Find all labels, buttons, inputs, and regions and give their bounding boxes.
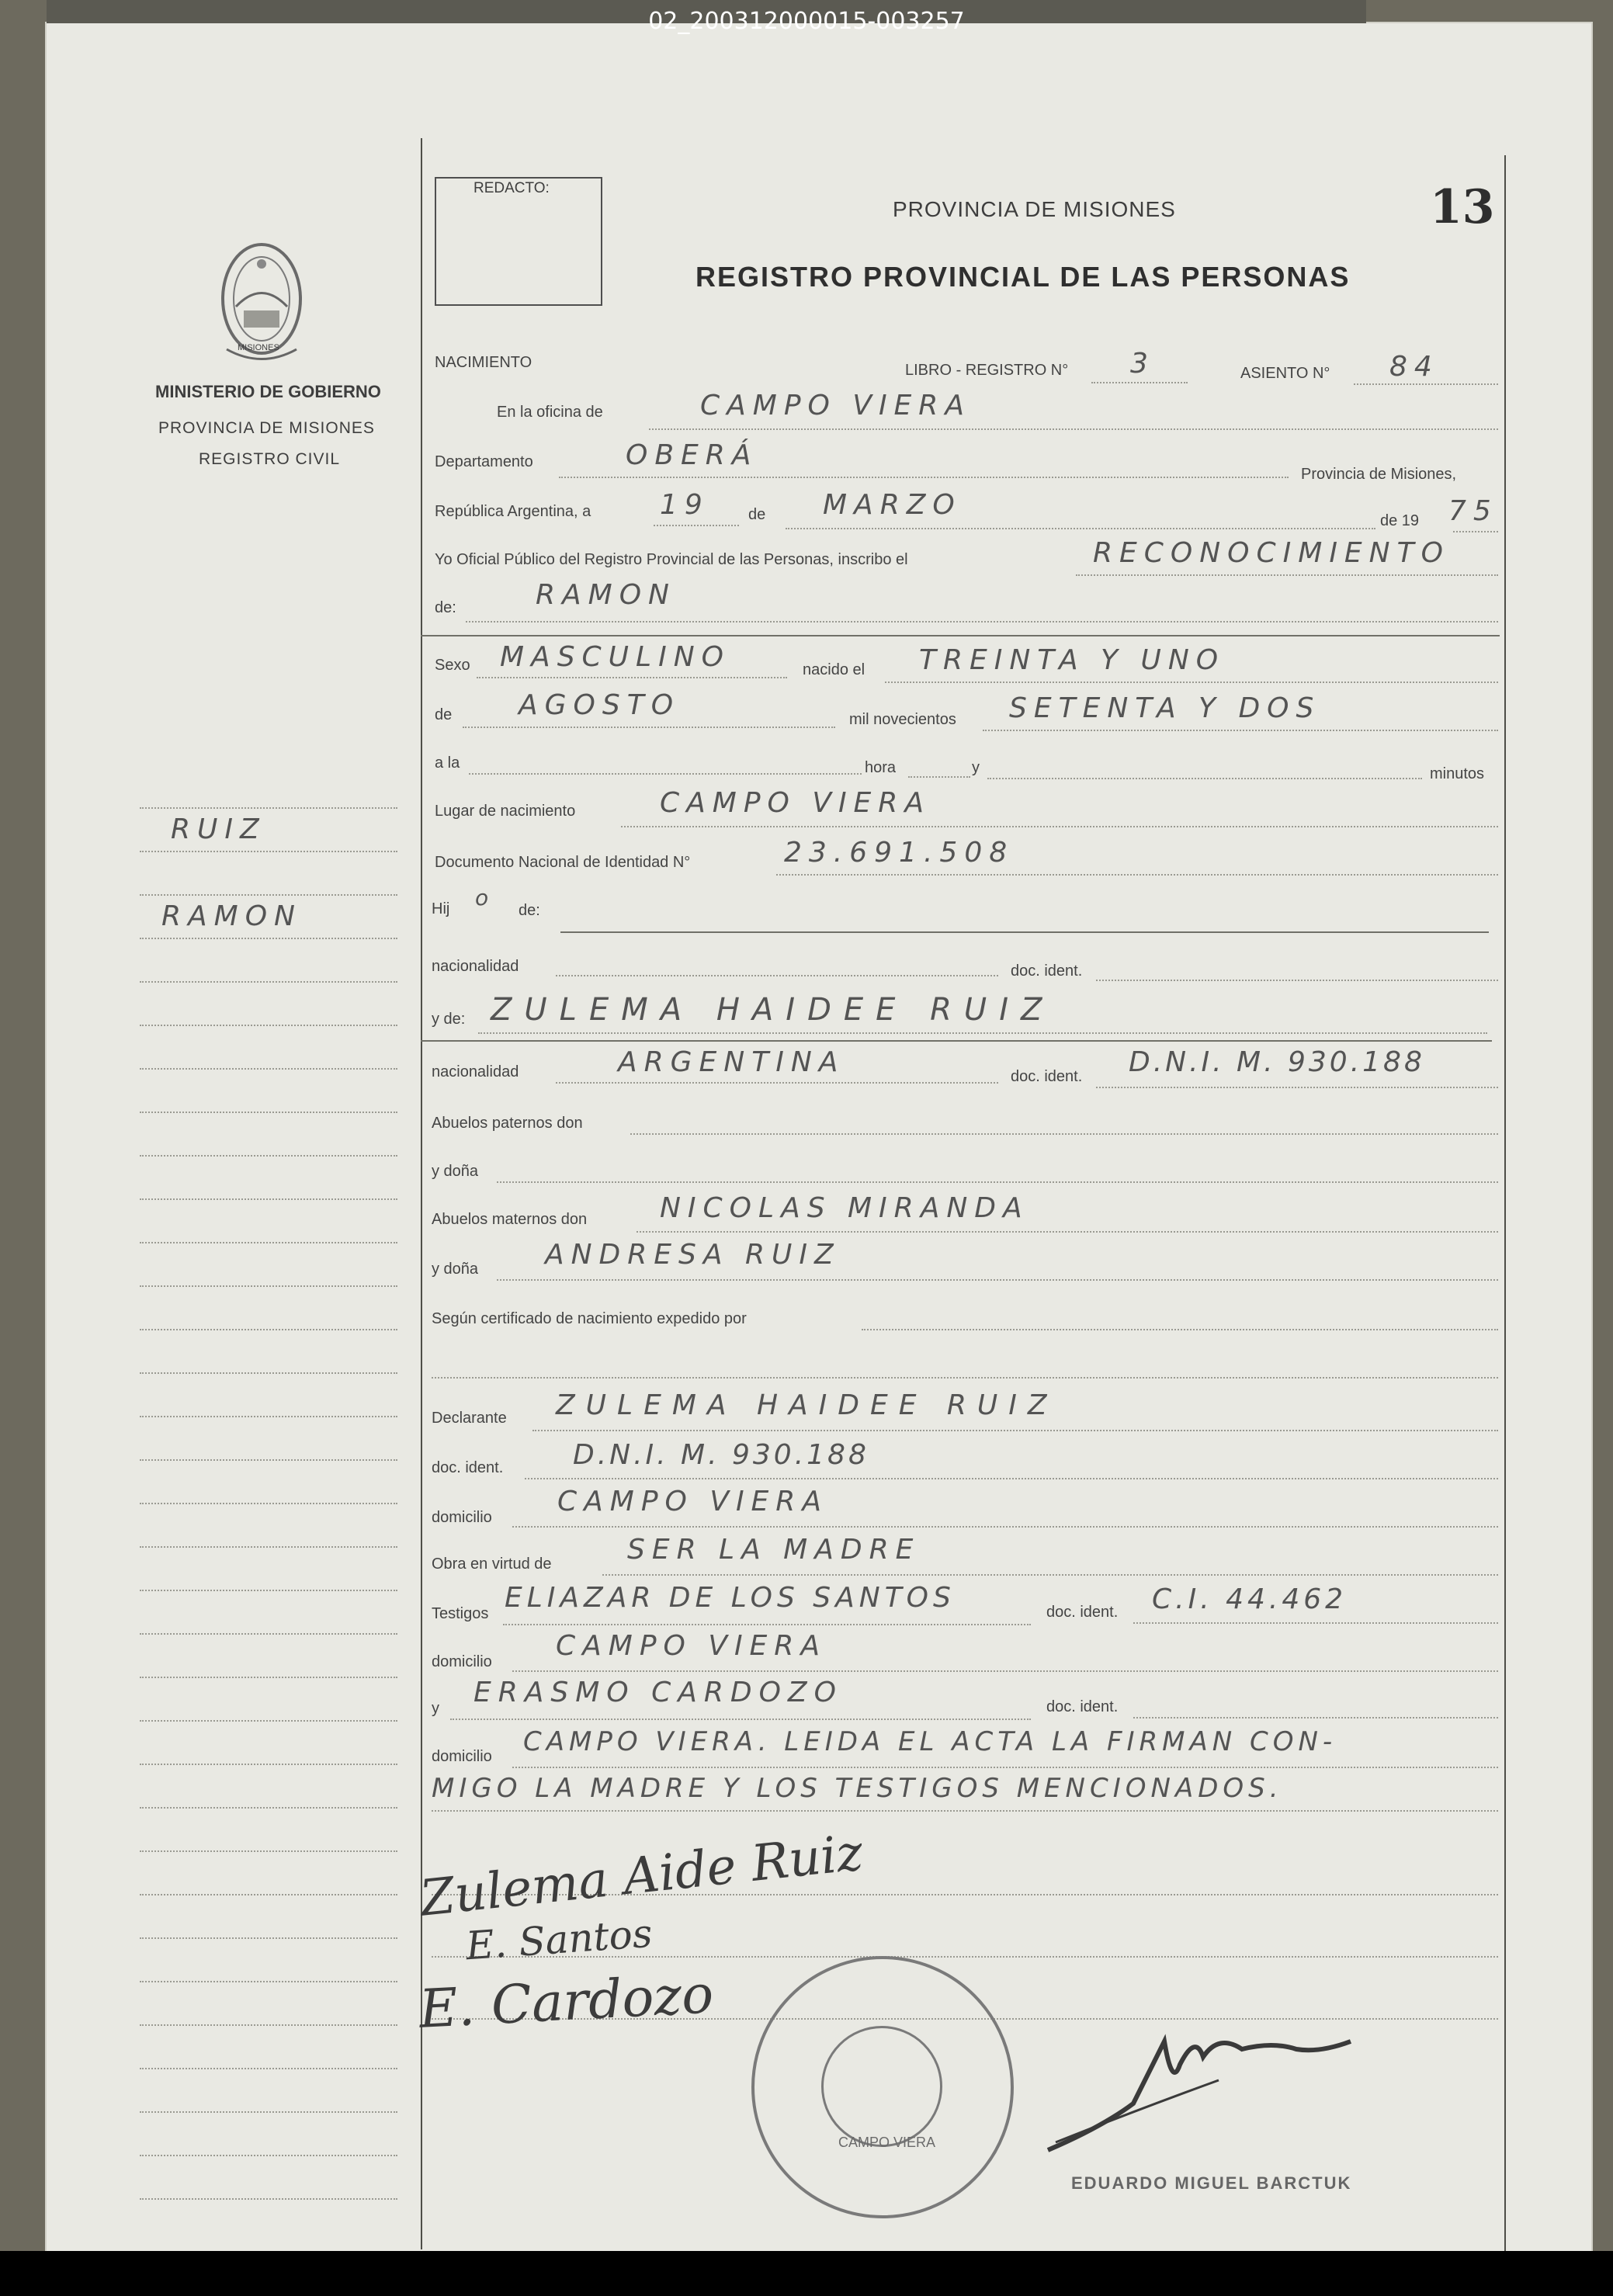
departamento-value: OBERÁ <box>626 439 758 471</box>
testigo1-line <box>503 1624 1031 1625</box>
anio-line <box>1453 531 1498 532</box>
sidebar-registro-civil: REGISTRO CIVIL <box>199 450 341 468</box>
doc-ident2-value: D.N.I. M. 930.188 <box>1129 1046 1425 1078</box>
redacto-label: REDACTO: <box>473 180 550 196</box>
hij-label: Hij <box>432 900 450 917</box>
image-id-caption: 02_200312000015-003257 <box>648 8 965 35</box>
margin-ruled-line <box>140 1198 397 1200</box>
madre-rule <box>421 1040 1492 1042</box>
documento-value: 23.691.508 <box>784 837 1015 869</box>
de-mes-label: de <box>435 706 453 723</box>
margin-ruled-line <box>140 1372 397 1374</box>
doc-ident2-label: doc. ident. <box>1011 1068 1083 1085</box>
y2-label: y <box>432 1700 439 1717</box>
margin-ruled-line <box>140 2155 397 2156</box>
madre-line <box>478 1032 1487 1034</box>
margin-ruled-line <box>140 1807 397 1809</box>
abuelo-mat-value: NICOLAS MIRANDA <box>660 1192 1029 1224</box>
de-label: de <box>748 506 766 523</box>
doc-ident3-line <box>525 1478 1498 1479</box>
margin-ruled-line <box>140 1112 397 1113</box>
anio-nac-line <box>983 730 1498 731</box>
testigo2-line <box>450 1719 1031 1720</box>
margin-ruled-line <box>140 2068 397 2069</box>
margin-ruled-line <box>140 1720 397 1722</box>
nacionalidad-line <box>556 975 998 976</box>
departamento-label: Departamento <box>435 453 533 470</box>
testigo2-value: ERASMO CARDOZO <box>473 1677 843 1708</box>
right-frame-line <box>1504 155 1506 2251</box>
domicilio3-label: domicilio <box>432 1748 492 1765</box>
signature-testigo2: E. Cardozo <box>418 1964 715 2041</box>
margin-ruled-line <box>140 1546 397 1548</box>
margin-ruled-line <box>140 894 397 896</box>
margin-ruled-line <box>140 2024 397 2026</box>
lugar-line <box>621 826 1498 827</box>
margin-ruled-line <box>140 1155 397 1157</box>
segun-line-2 <box>432 1377 1498 1379</box>
hij-value: o <box>475 885 496 910</box>
y-dona2-label: y doña <box>432 1261 479 1278</box>
oficial-label: Yo Oficial Público del Registro Provincial de las Personas, inscribo el <box>435 551 908 568</box>
asiento-label: ASIENTO N° <box>1240 365 1330 382</box>
registro-title: REGISTRO PROVINCIAL DE LAS PERSONAS <box>695 261 1351 293</box>
domicilio-value: CAMPO VIERA <box>557 1486 828 1517</box>
declarante-value: ZULEMA HAIDEE RUIZ <box>556 1389 1058 1421</box>
margin-ruled-line <box>140 1242 397 1243</box>
mes-line <box>786 528 1375 529</box>
margin-ruled-line <box>140 851 397 852</box>
hora-line <box>908 776 970 778</box>
seal-inner-text: CAMPO VIERA <box>838 2135 936 2150</box>
domicilio2-label: domicilio <box>432 1653 492 1670</box>
mes-nac-value: AGOSTO <box>519 689 681 721</box>
testigo1-value: ELIAZAR DE LOS SANTOS <box>505 1582 956 1614</box>
domicilio3-line <box>512 1767 1498 1768</box>
continuacion-line <box>432 1810 1498 1812</box>
abuelos-mat-label: Abuelos maternos don <box>432 1211 588 1228</box>
margin-ruled-line <box>140 1025 397 1026</box>
libro-label: LIBRO - REGISTRO N° <box>905 362 1069 379</box>
margin-ruled-line <box>140 981 397 983</box>
nacionalidad-label: nacionalidad <box>432 958 519 975</box>
anio-nac-value: SETENTA Y DOS <box>1009 692 1321 724</box>
margin-ruled-line <box>140 1764 397 1765</box>
margin-ruled-line <box>140 1590 397 1591</box>
sexo-line <box>477 677 787 678</box>
departamento-line <box>559 477 1289 478</box>
acto-line <box>1076 574 1498 576</box>
anio-value: 75 <box>1448 495 1498 527</box>
margin-ruled-line <box>140 938 397 939</box>
oficina-label: En la oficina de <box>497 404 603 421</box>
official-signature <box>1040 2010 1366 2166</box>
margin-ruled-line <box>140 1416 397 1417</box>
y-de-label: y de: <box>432 1011 466 1028</box>
minutos-label: minutos <box>1430 765 1485 782</box>
y-label: y <box>972 759 980 776</box>
margin-ruled-line <box>140 1677 397 1678</box>
margin-ruled-line <box>140 1633 397 1635</box>
domicilio3-value: CAMPO VIERA. LEIDA EL ACTA LA FIRMAN CON- <box>523 1726 1337 1757</box>
doc-ident2-line <box>1096 1087 1498 1088</box>
nacido-line <box>885 682 1498 683</box>
asiento-value: 84 <box>1389 351 1439 383</box>
obra-line <box>602 1574 1498 1576</box>
provincia-heading: PROVINCIA DE MISIONES <box>893 197 1176 221</box>
ministerio-heading: MINISTERIO DE GOBIERNO <box>155 382 381 401</box>
abuelos-pat-line <box>630 1133 1498 1135</box>
sexo-label: Sexo <box>435 657 470 674</box>
doc-ident-label: doc. ident. <box>1011 962 1083 980</box>
a-la-line <box>469 773 862 775</box>
doc-ident4-value: C.I. 44.462 <box>1152 1583 1348 1615</box>
emblem-bottom-text: MISIONES <box>238 343 279 352</box>
nacionalidad2-line <box>556 1082 998 1084</box>
hij-de-label: de: <box>519 902 540 919</box>
segun-label: Según certificado de nacimiento expedido por <box>432 1310 747 1327</box>
asiento-line <box>1354 383 1498 385</box>
minutos-line <box>987 778 1422 779</box>
hora-label: hora <box>865 759 897 776</box>
margin-ruled-line <box>140 1068 397 1070</box>
doc-ident4-line <box>1133 1622 1498 1624</box>
republica-label: República Argentina, a <box>435 503 591 520</box>
nacido-label: nacido el <box>803 661 865 678</box>
libro-line <box>1091 382 1188 383</box>
domicilio2-line <box>512 1670 1498 1672</box>
margin-ruled-line <box>140 2111 397 2113</box>
de-persona-label: de: <box>435 599 456 616</box>
y-dona-line <box>497 1181 1498 1183</box>
registry-seal-inner <box>821 2026 942 2147</box>
doc-ident4-label: doc. ident. <box>1046 1604 1119 1621</box>
signature-testigo1: E. Santos <box>464 1910 654 1969</box>
persona-rule <box>421 635 1500 636</box>
mes-value: MARZO <box>823 489 962 521</box>
nacimiento-label: NACIMIENTO <box>435 354 532 371</box>
image-footer-bar <box>0 2251 1613 2296</box>
documento-label: Documento Nacional de Identidad N° <box>435 854 691 871</box>
doc-ident3-label: doc. ident. <box>432 1459 504 1476</box>
page-number: 13 <box>1430 180 1495 234</box>
margin-ruled-line <box>140 1503 397 1504</box>
anio-label: de 19 <box>1380 512 1420 529</box>
margin-nombre: RAMON <box>161 900 302 932</box>
continuacion-value: MIGO LA MADRE Y LOS TESTIGOS MENCIONADOS. <box>432 1773 1283 1804</box>
libro-value: 3 <box>1130 348 1155 380</box>
documento-line <box>776 874 1498 876</box>
margin-ruled-line <box>140 1894 397 1895</box>
abuela-mat-value: ANDRESA RUIZ <box>545 1239 841 1271</box>
official-stamp-name: EDUARDO MIGUEL BARCTUK <box>1071 2173 1352 2193</box>
hij-rule <box>560 931 1489 933</box>
margin-ruled-line <box>140 1981 397 1982</box>
madre-value: ZULEMA HAIDEE RUIZ <box>491 992 1055 1028</box>
obra-label: Obra en virtud de <box>432 1556 552 1573</box>
dia-value: 19 <box>660 489 709 521</box>
abuelos-mat-line <box>637 1231 1498 1233</box>
domicilio-label: domicilio <box>432 1509 492 1526</box>
margin-ruled-line <box>140 807 397 809</box>
domicilio-line <box>512 1526 1498 1528</box>
margin-ruled-line <box>140 2198 397 2200</box>
margin-ruled-line <box>140 1937 397 1939</box>
signature-madre: Zulema Aide Ruiz <box>417 1824 865 1928</box>
acto-value: RECONOCIMIENTO <box>1093 537 1450 569</box>
nacionalidad2-value: ARGENTINA <box>618 1046 845 1078</box>
provincia-suffix: Provincia de Misiones, <box>1301 466 1457 483</box>
persona-line <box>466 621 1498 623</box>
y-dona-label: y doña <box>432 1163 479 1180</box>
a-la-label: a la <box>435 754 460 772</box>
obra-value: SER LA MADRE <box>627 1534 921 1566</box>
oficina-line <box>649 428 1498 430</box>
testigos-label: Testigos <box>432 1605 489 1622</box>
margin-ruled-line <box>140 1329 397 1330</box>
doc-ident3-value: D.N.I. M. 930.188 <box>573 1439 869 1471</box>
persona-value: RAMON <box>536 579 676 611</box>
margin-ruled-line <box>140 1285 397 1287</box>
lugar-label: Lugar de nacimiento <box>435 803 576 820</box>
dia-line <box>654 525 739 526</box>
sexo-value: MASCULINO <box>500 641 730 673</box>
y-dona2-line <box>497 1279 1498 1281</box>
nacido-value: TREINTA Y UNO <box>919 644 1226 676</box>
abuelos-pat-label: Abuelos paternos don <box>432 1115 583 1132</box>
doc-ident5-line <box>1133 1717 1498 1719</box>
margin-ruled-line <box>140 1459 397 1461</box>
mil-label: mil novecientos <box>849 711 956 728</box>
domicilio2-value: CAMPO VIERA <box>556 1630 827 1662</box>
oficina-value: CAMPO VIERA <box>700 390 971 421</box>
mes-nac-line <box>463 727 835 728</box>
margin-apellido: RUIZ <box>171 813 266 845</box>
nacionalidad2-label: nacionalidad <box>432 1063 519 1080</box>
declarante-label: Declarante <box>432 1410 507 1427</box>
sidebar-provincia: PROVINCIA DE MISIONES <box>158 419 375 437</box>
doc-ident5-label: doc. ident. <box>1046 1698 1119 1715</box>
margin-ruled-line <box>140 1850 397 1852</box>
lugar-value: CAMPO VIERA <box>660 787 931 819</box>
left-frame-line <box>421 138 422 2249</box>
doc-ident-line <box>1096 980 1498 981</box>
segun-line <box>862 1329 1498 1330</box>
declarante-line <box>532 1430 1498 1431</box>
